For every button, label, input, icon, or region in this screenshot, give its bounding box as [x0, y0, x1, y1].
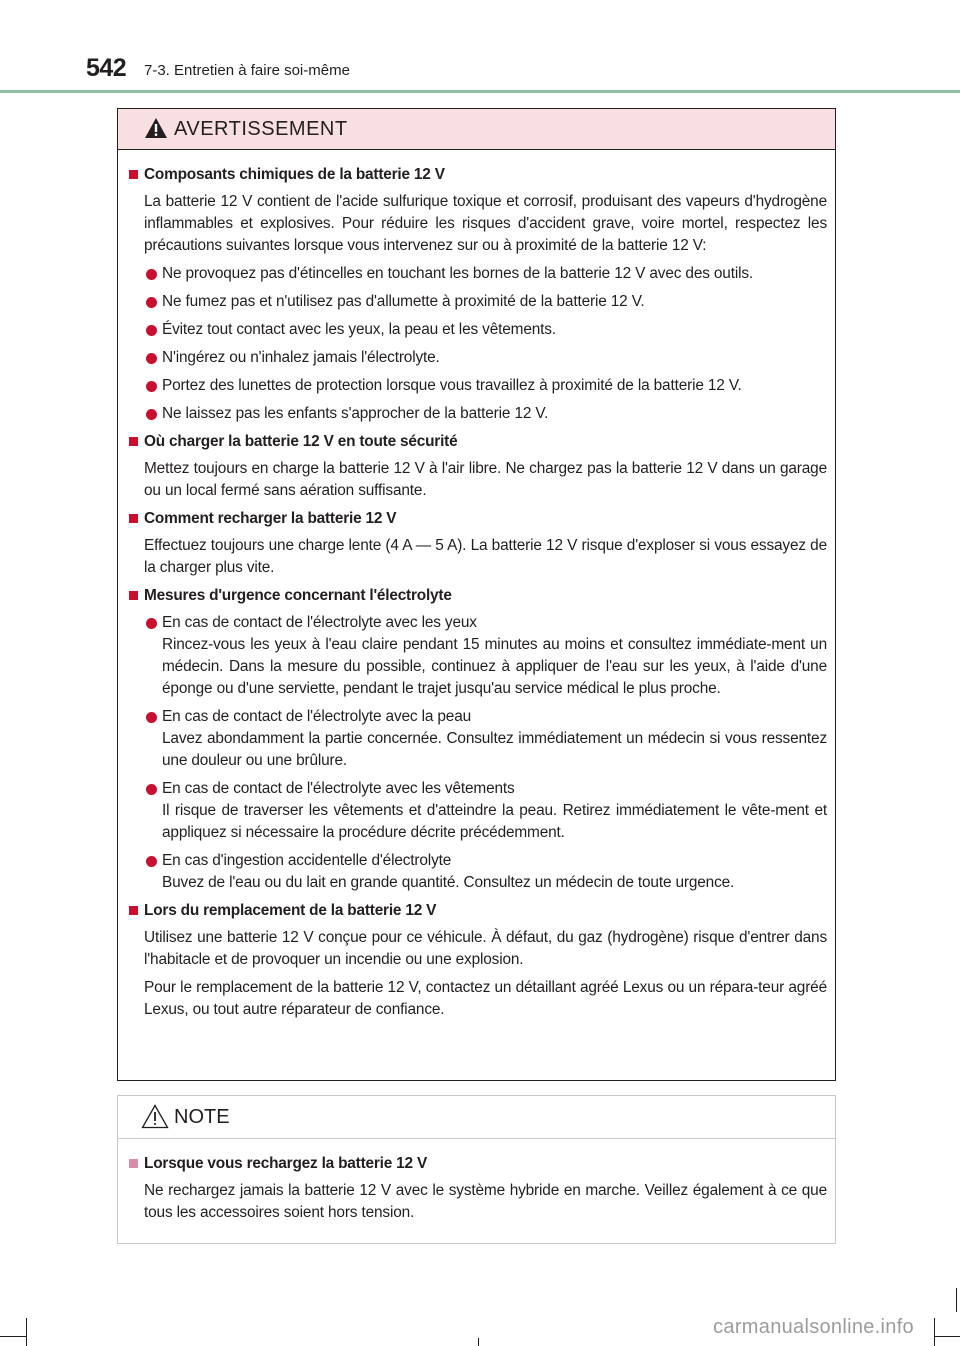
watermark: carmanualsonline.info — [713, 1316, 914, 1338]
warning-triangle-icon — [144, 117, 168, 139]
warning-bullet: En cas d'ingestion accidentelle d'électrolyte Buvez de l'eau ou du lait en grande quantité. Consultez un médecin de toute urgence. — [126, 850, 827, 894]
red-dot-bullet-icon — [146, 353, 157, 364]
crop-mark — [934, 1318, 935, 1346]
warning-paragraph: Effectuez toujours une charge lente (4 A — 5 A). La batterie 12 V risque d'exploser si vous essayez de la charger plus vite. — [144, 537, 827, 576]
note-title: NOTE — [174, 1106, 230, 1128]
red-square-bullet-icon — [129, 170, 138, 179]
red-dot-bullet-icon — [146, 381, 157, 392]
red-square-bullet-icon — [129, 591, 138, 600]
caution-triangle-icon — [141, 1104, 169, 1129]
red-dot-bullet-icon — [146, 618, 157, 629]
warning-bullet: N'ingérez ou n'inhalez jamais l'électrolyte. — [126, 347, 827, 369]
warning-subheading: Composants chimiques de la batterie 12 V — [126, 164, 827, 186]
page-header — [0, 0, 960, 95]
crop-mark — [934, 1336, 960, 1337]
header-rule — [0, 90, 960, 93]
red-dot-bullet-icon — [146, 856, 157, 867]
red-dot-bullet-icon — [146, 269, 157, 280]
pink-square-bullet-icon — [129, 1159, 138, 1168]
note-box — [117, 1095, 836, 1244]
warning-paragraph: Utilisez une batterie 12 V conçue pour ce véhicule. À défaut, du gaz (hydrogène) risque d'entrer dans l'habitacle et de provoquer un incendie ou une explosion. — [144, 929, 827, 968]
warning-bullet: En cas de contact de l'électrolyte avec les yeux Rincez-vous les yeux à l'eau claire pendant 15 minutes au moins et consultez immédiate-ment un médecin. Dans la mesure du possible, continuez à appliquer de l'eau sur les yeux, à l'aide d'une éponge ou d'une serviette, pendant le trajet jusqu'au service médical le plus proche. — [126, 612, 827, 700]
warning-paragraph: La batterie 12 V contient de l'acide sulfurique toxique et corrosif, produisant des vapeurs d'hydrogène inflammables et explosives. Pour réduire les risques d'accident grave, voire mortel, respectez les précautions suivantes lorsque vous intervenez sur ou à proximité de la batterie 12 V: — [144, 193, 827, 254]
warning-bullet: Ne fumez pas et n'utilisez pas d'allumette à proximité de la batterie 12 V. — [126, 291, 827, 313]
section-title: 7-3. Entretien à faire soi-même — [144, 62, 350, 79]
warning-paragraph: Pour le remplacement de la batterie 12 V, contactez un détaillant agréé Lexus ou un répara-teur agréé Lexus, ou tout autre réparateur de confiance. — [144, 979, 827, 1018]
note-header — [118, 1096, 835, 1139]
warning-bullet: En cas de contact de l'électrolyte avec la peau Lavez abondamment la partie concernée. Consultez immédiatement un médecin si vous ressentez une douleur ou une brûlure. — [126, 706, 827, 772]
warning-subheading: Mesures d'urgence concernant l'électrolyte — [126, 585, 827, 607]
warning-subheading: Comment recharger la batterie 12 V — [126, 508, 827, 530]
warning-title: AVERTISSEMENT — [174, 118, 348, 140]
red-square-bullet-icon — [129, 437, 138, 446]
warning-bullet: Portez des lunettes de protection lorsque vous travaillez à proximité de la batterie 12 V. — [126, 375, 827, 397]
red-square-bullet-icon — [129, 514, 138, 523]
red-square-bullet-icon — [129, 906, 138, 915]
note-subheading: Lorsque vous rechargez la batterie 12 V — [126, 1153, 827, 1175]
crop-mark — [956, 1288, 957, 1312]
warning-bullet: Ne laissez pas les enfants s'approcher de la batterie 12 V. — [126, 403, 827, 425]
note-paragraph: Ne rechargez jamais la batterie 12 V avec le système hybride en marche. Veillez également à ce que tous les accessoires soient hors tension. — [144, 1182, 827, 1221]
warning-subheading: Où charger la batterie 12 V en toute sécurité — [126, 431, 827, 453]
red-dot-bullet-icon — [146, 325, 157, 336]
page-number: 542 — [86, 54, 127, 82]
warning-subheading: Lors du remplacement de la batterie 12 V — [126, 900, 827, 922]
warning-header — [118, 109, 835, 150]
red-dot-bullet-icon — [146, 297, 157, 308]
warning-body — [118, 150, 835, 1021]
red-dot-bullet-icon — [146, 409, 157, 420]
warning-paragraph: Mettez toujours en charge la batterie 12 V à l'air libre. Ne chargez pas la batterie 12 V dans un garage ou un local fermé sans aération suffisante. — [144, 460, 827, 499]
crop-mark — [478, 1338, 479, 1346]
warning-box — [117, 108, 836, 1081]
warning-bullet: En cas de contact de l'électrolyte avec les vêtements Il risque de traverser les vêtements et d'atteindre la peau. Retirez immédiatement le vête-ment et appliquez si nécessaire la procédure décrite précédemment. — [126, 778, 827, 844]
warning-bullet: Évitez tout contact avec les yeux, la peau et les vêtements. — [126, 319, 827, 341]
crop-mark — [0, 1336, 26, 1337]
crop-mark — [26, 1318, 27, 1346]
red-dot-bullet-icon — [146, 712, 157, 723]
note-body — [118, 1139, 835, 1224]
warning-bullet: Ne provoquez pas d'étincelles en touchant les bornes de la batterie 12 V avec des outils. — [126, 263, 827, 285]
red-dot-bullet-icon — [146, 784, 157, 795]
